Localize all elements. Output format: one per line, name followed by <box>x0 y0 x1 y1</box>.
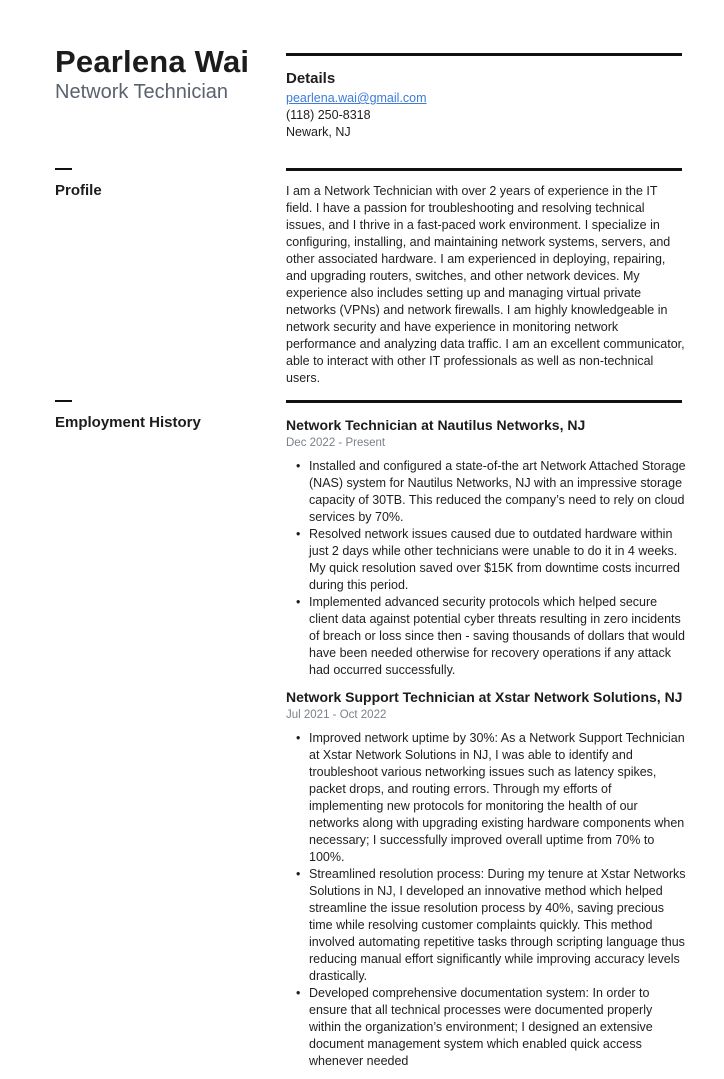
job-dates: Dec 2022 - Present <box>286 437 386 449</box>
employment-dash <box>55 400 72 402</box>
job-bullet: • Installed and configured a state-of-the art Network Attached Storage (NAS) system for Nautilus Networks, NJ with an impressive storage capacity of 30TB. This reduced the company’s need to rely on cloud services by 70%. <box>309 458 686 526</box>
job-bullets <box>286 458 686 679</box>
employment-heading: Employment History <box>55 414 201 431</box>
job-entry <box>286 688 686 1070</box>
job-bullet: • Developed comprehensive documentation system: In order to ensure that all technical processes were documented properly within the organization’s environment; I designed an extensive document management system which enabled quick access whenever needed <box>309 985 686 1070</box>
employment-list <box>286 416 686 1079</box>
job-title: Network Technician at Nautilus Networks, NJ <box>286 417 586 433</box>
profile-divider <box>286 168 682 171</box>
job-bullet: • Streamlined resolution process: During my tenure at Xstar Networks Solutions in NJ, I developed an innovative method which helped streamline the issue resolution process by 40%, saving precious time while resolving customer complaints quickly. This method involved automating repetitive tasks through scripting language thus reducing manual effort significantly while improving accuracy levels drastically. <box>309 866 686 985</box>
job-entry <box>286 416 686 679</box>
details-heading: Details <box>286 70 336 87</box>
email-link[interactable]: pearlena.wai@gmail.com <box>286 91 427 105</box>
details-section <box>286 70 682 141</box>
candidate-name: Pearlena Wai <box>55 44 250 79</box>
job-bullet: • Implemented advanced security protocols which helped secure client data against potential cyber threats resulting in zero incidents of breach or loss since then - saving thousands of dollars that would have been needed otherwise for recovery operations if any attack had occurred successfully. <box>309 594 686 679</box>
profile-text: I am a Network Technician with over 2 years of experience in the IT field. I have a passion for troubleshooting and resolving technical issues, and I thrive in a fast-paced work environment. I specialize in configuring, installing, and maintaining network systems, servers, and other associated hardware. I am experienced in deploying, repairing, and upgrading routers, switches, and other network devices. My experience also includes setting up and managing virtual private networks (VPNs) and network firewalls. I am highly knowledgeable in network security and have experience in monitoring network performance and analyzing data traffic. I am an excellent communicator, able to interact with other IT professionals as well as non-technical users. <box>286 184 685 385</box>
job-bullet: • Improved network uptime by 30%: As a Network Support Technician at Xstar Network Solutions in NJ, I was able to identify and troubleshoot various networking issues such as latency spikes, packet drops, and routing errors. Through my efforts of implementing new protocols for monitoring the health of our networks along with upgrading existing hardware components when necessary; I successfully improved overall uptime from 70% to 100%. <box>309 730 686 866</box>
candidate-role: Network Technician <box>55 81 229 103</box>
job-bullet: • Resolved network issues caused due to outdated hardware within just 2 days while other technicians were unable to do it in 4 weeks. My quick resolution saved over $15K from downtime costs incurred during this period. <box>309 526 686 594</box>
profile-heading: Profile <box>55 182 102 199</box>
profile-dash <box>55 168 72 170</box>
location: Newark, NJ <box>286 125 351 139</box>
employment-divider <box>286 400 682 403</box>
job-dates: Jul 2021 - Oct 2022 <box>286 709 387 721</box>
job-bullets <box>286 730 686 1070</box>
job-title: Network Support Technician at Xstar Network Solutions, NJ <box>286 689 683 705</box>
details-divider <box>286 53 682 56</box>
phone-number: (118) 250-8318 <box>286 108 371 122</box>
